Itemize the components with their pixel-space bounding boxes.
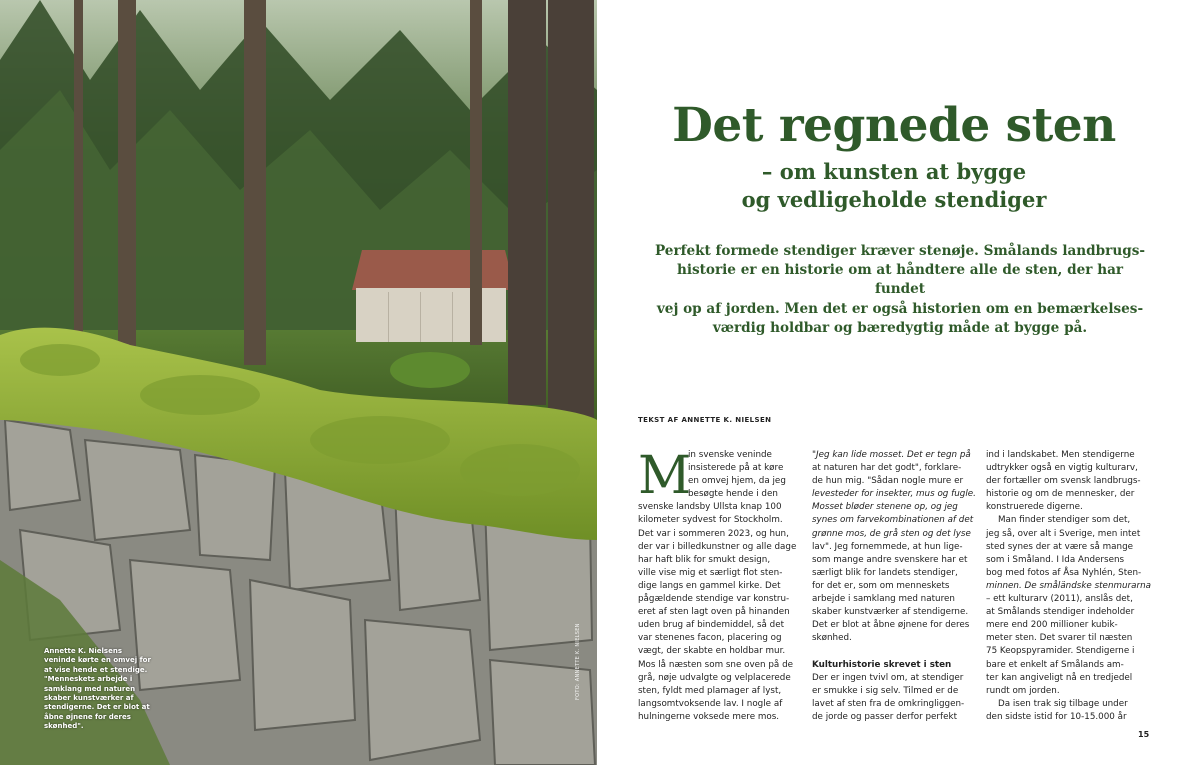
body-line: bog med fotos af Åsa Nyhlén, Sten- <box>986 567 1142 578</box>
body-line: jeg så, over alt i Sverige, men intet <box>986 528 1141 539</box>
photo-credit: FOTO: ANNETTE K. NIELSEN <box>575 623 581 700</box>
body-line: at Smålands stendiger indeholder <box>986 607 1135 618</box>
body-line: pågældende stendige var konstru- <box>638 594 790 605</box>
body-line: udtrykker også en vigtig kulturarv, <box>986 463 1138 474</box>
body-line: levesteder for insekter, mus og fugle. <box>812 489 976 500</box>
subtitle-line-2: og vedligeholde stendiger <box>741 187 1047 212</box>
body-line: ter kan angiveligt nå en tredjedel <box>986 672 1133 683</box>
body-line: eret af sten lagt oven på hinanden <box>638 607 790 618</box>
body-column-2 <box>812 449 974 724</box>
body-line: de hun mig. "Sådan nogle mure er <box>812 476 964 487</box>
body-line: for det er, som om menneskets <box>812 580 950 591</box>
body-column-1 <box>638 446 798 724</box>
body-line: at naturen har det godt", forklare- <box>812 463 962 474</box>
body-line: minnen. De småländske stenmurarna <box>986 580 1152 591</box>
body-line: Det er blot at åbne øjnene for deres <box>812 620 970 631</box>
body-line: sted synes der at være så mange <box>986 541 1134 552</box>
subtitle-line-1: – om kunsten at bygge <box>761 159 1027 184</box>
body-column-3 <box>986 449 1150 724</box>
body-line: grå, nøje udvalgte og velplacerede <box>638 672 791 683</box>
body-line: insisterede på at køre <box>688 463 784 474</box>
body-line: der fortæller om svensk landbrugs- <box>986 476 1141 487</box>
body-line: uden brug af bindemiddel, så det <box>638 620 785 631</box>
body-line: sten, fyldt med plamager af lyst, <box>638 685 782 696</box>
body-line: Det var i sommeren 2023, og hun, <box>638 528 789 539</box>
body-line: Mos lå næsten som sne oven på de <box>638 659 794 670</box>
body-line: langsomtvoksende lav. I nogle af <box>638 698 783 709</box>
lead-line: Perfekt formede stendiger kræver stenøje. Smålands landbrugs- <box>654 243 1146 259</box>
body-line: 75 Keopspyramider. Stendigerne i <box>986 646 1135 657</box>
body-line: besøgte hende i den <box>688 489 778 500</box>
photo-caption: Annette K. Nielsens veninde kørte en omvej for at vise hende et stendige. "Menneskets arbejde i samklang med naturen skaber kunstværker af stendigerne. Det er blot at åbne øjnene for deres skønhed". <box>44 647 151 731</box>
article-lead <box>650 242 1150 338</box>
article-subtitle <box>597 158 1191 214</box>
body-line: Mosset bløder stenene op, og jeg <box>812 502 958 513</box>
lead-line: historie er en historie om at håndtere alle de sten, der har fundet <box>676 262 1124 298</box>
body-line: Man finder stendiger som det, <box>998 515 1131 526</box>
body-line: ville vise mig et særligt flot sten- <box>638 567 783 578</box>
body-line: grønne mos, de grå sten og det lyse <box>812 528 971 539</box>
body-line: lavet af sten fra de omkringliggen- <box>812 698 965 709</box>
body-line: mere end 200 millioner kubik- <box>986 620 1118 631</box>
body-line: vægt, der skabte en holdbar mur. <box>638 646 786 657</box>
body-line: som i Småland. I Ida Andersens <box>986 554 1125 565</box>
body-line: historie og om de mennesker, der <box>986 489 1135 500</box>
body-line: hulningerne voksede mere mos. <box>638 711 780 722</box>
body-line: in svenske veninde <box>688 450 772 460</box>
body-line: synes om farvekombinationen af det <box>812 515 974 526</box>
body-line: bare et enkelt af Smålands am- <box>986 659 1124 670</box>
body-line: Da isen trak sig tilbage under <box>998 698 1128 709</box>
body-line: der var i billedkunstner og alle dage <box>638 541 797 552</box>
body-line: svenske landsby Ullsta knap 100 <box>638 502 782 513</box>
body-line: som mange andre svenskere har et <box>812 554 968 565</box>
page-number: 15 <box>1138 730 1150 739</box>
shed <box>352 250 515 342</box>
drop-cap: M <box>638 446 692 506</box>
body-line: rundt om jorden. <box>986 685 1060 696</box>
body-line: konstruerede digerne. <box>986 502 1083 513</box>
body-line: den sidste istid for 10-15.000 år <box>986 711 1127 722</box>
body-line: Der er ingen tvivl om, at stendiger <box>812 672 964 683</box>
body-line: ind i landskabet. Men stendigerne <box>986 450 1135 460</box>
body-line: var stenenes facon, placering og <box>638 633 782 644</box>
body-line: – ett kulturarv (2011), anslås det, <box>986 594 1133 605</box>
body-line: er smukke i sig selv. Tilmed er de <box>812 685 959 696</box>
body-line: "Jeg kan lide mosset. Det er tegn på <box>812 450 971 460</box>
lead-line: vej op af jorden. Men det er også historien om en bemærkelses- <box>656 300 1144 317</box>
article-title: Det regnede sten <box>672 98 1116 153</box>
body-line: lav". Jeg fornemmede, at hun lige- <box>812 541 963 552</box>
byline: TEKST AF ANNETTE K. NIELSEN <box>638 416 772 424</box>
body-line: en omvej hjem, da jeg <box>688 476 786 487</box>
lead-line: værdig holdbar og bæredygtig måde at bygge på. <box>712 319 1088 336</box>
body-line: skønhed. <box>812 633 852 644</box>
body-line: kilometer sydvest for Stockholm. <box>638 515 783 526</box>
body-line: de jorde og passer derfor perfekt <box>812 711 957 722</box>
body-line: skaber kunstværker af stendigerne. <box>812 607 969 618</box>
section-subheading: Kulturhistorie skrevet i sten <box>812 659 952 670</box>
body-line: har haft blik for smukt design, <box>638 554 771 565</box>
body-line: arbejde i samklang med naturen <box>812 594 955 605</box>
body-line: dige langs en gammel kirke. Det <box>638 580 781 591</box>
body-line: særligt blik for landets stendiger, <box>812 567 958 578</box>
body-line: meter sten. Det svarer til næsten <box>986 633 1133 644</box>
